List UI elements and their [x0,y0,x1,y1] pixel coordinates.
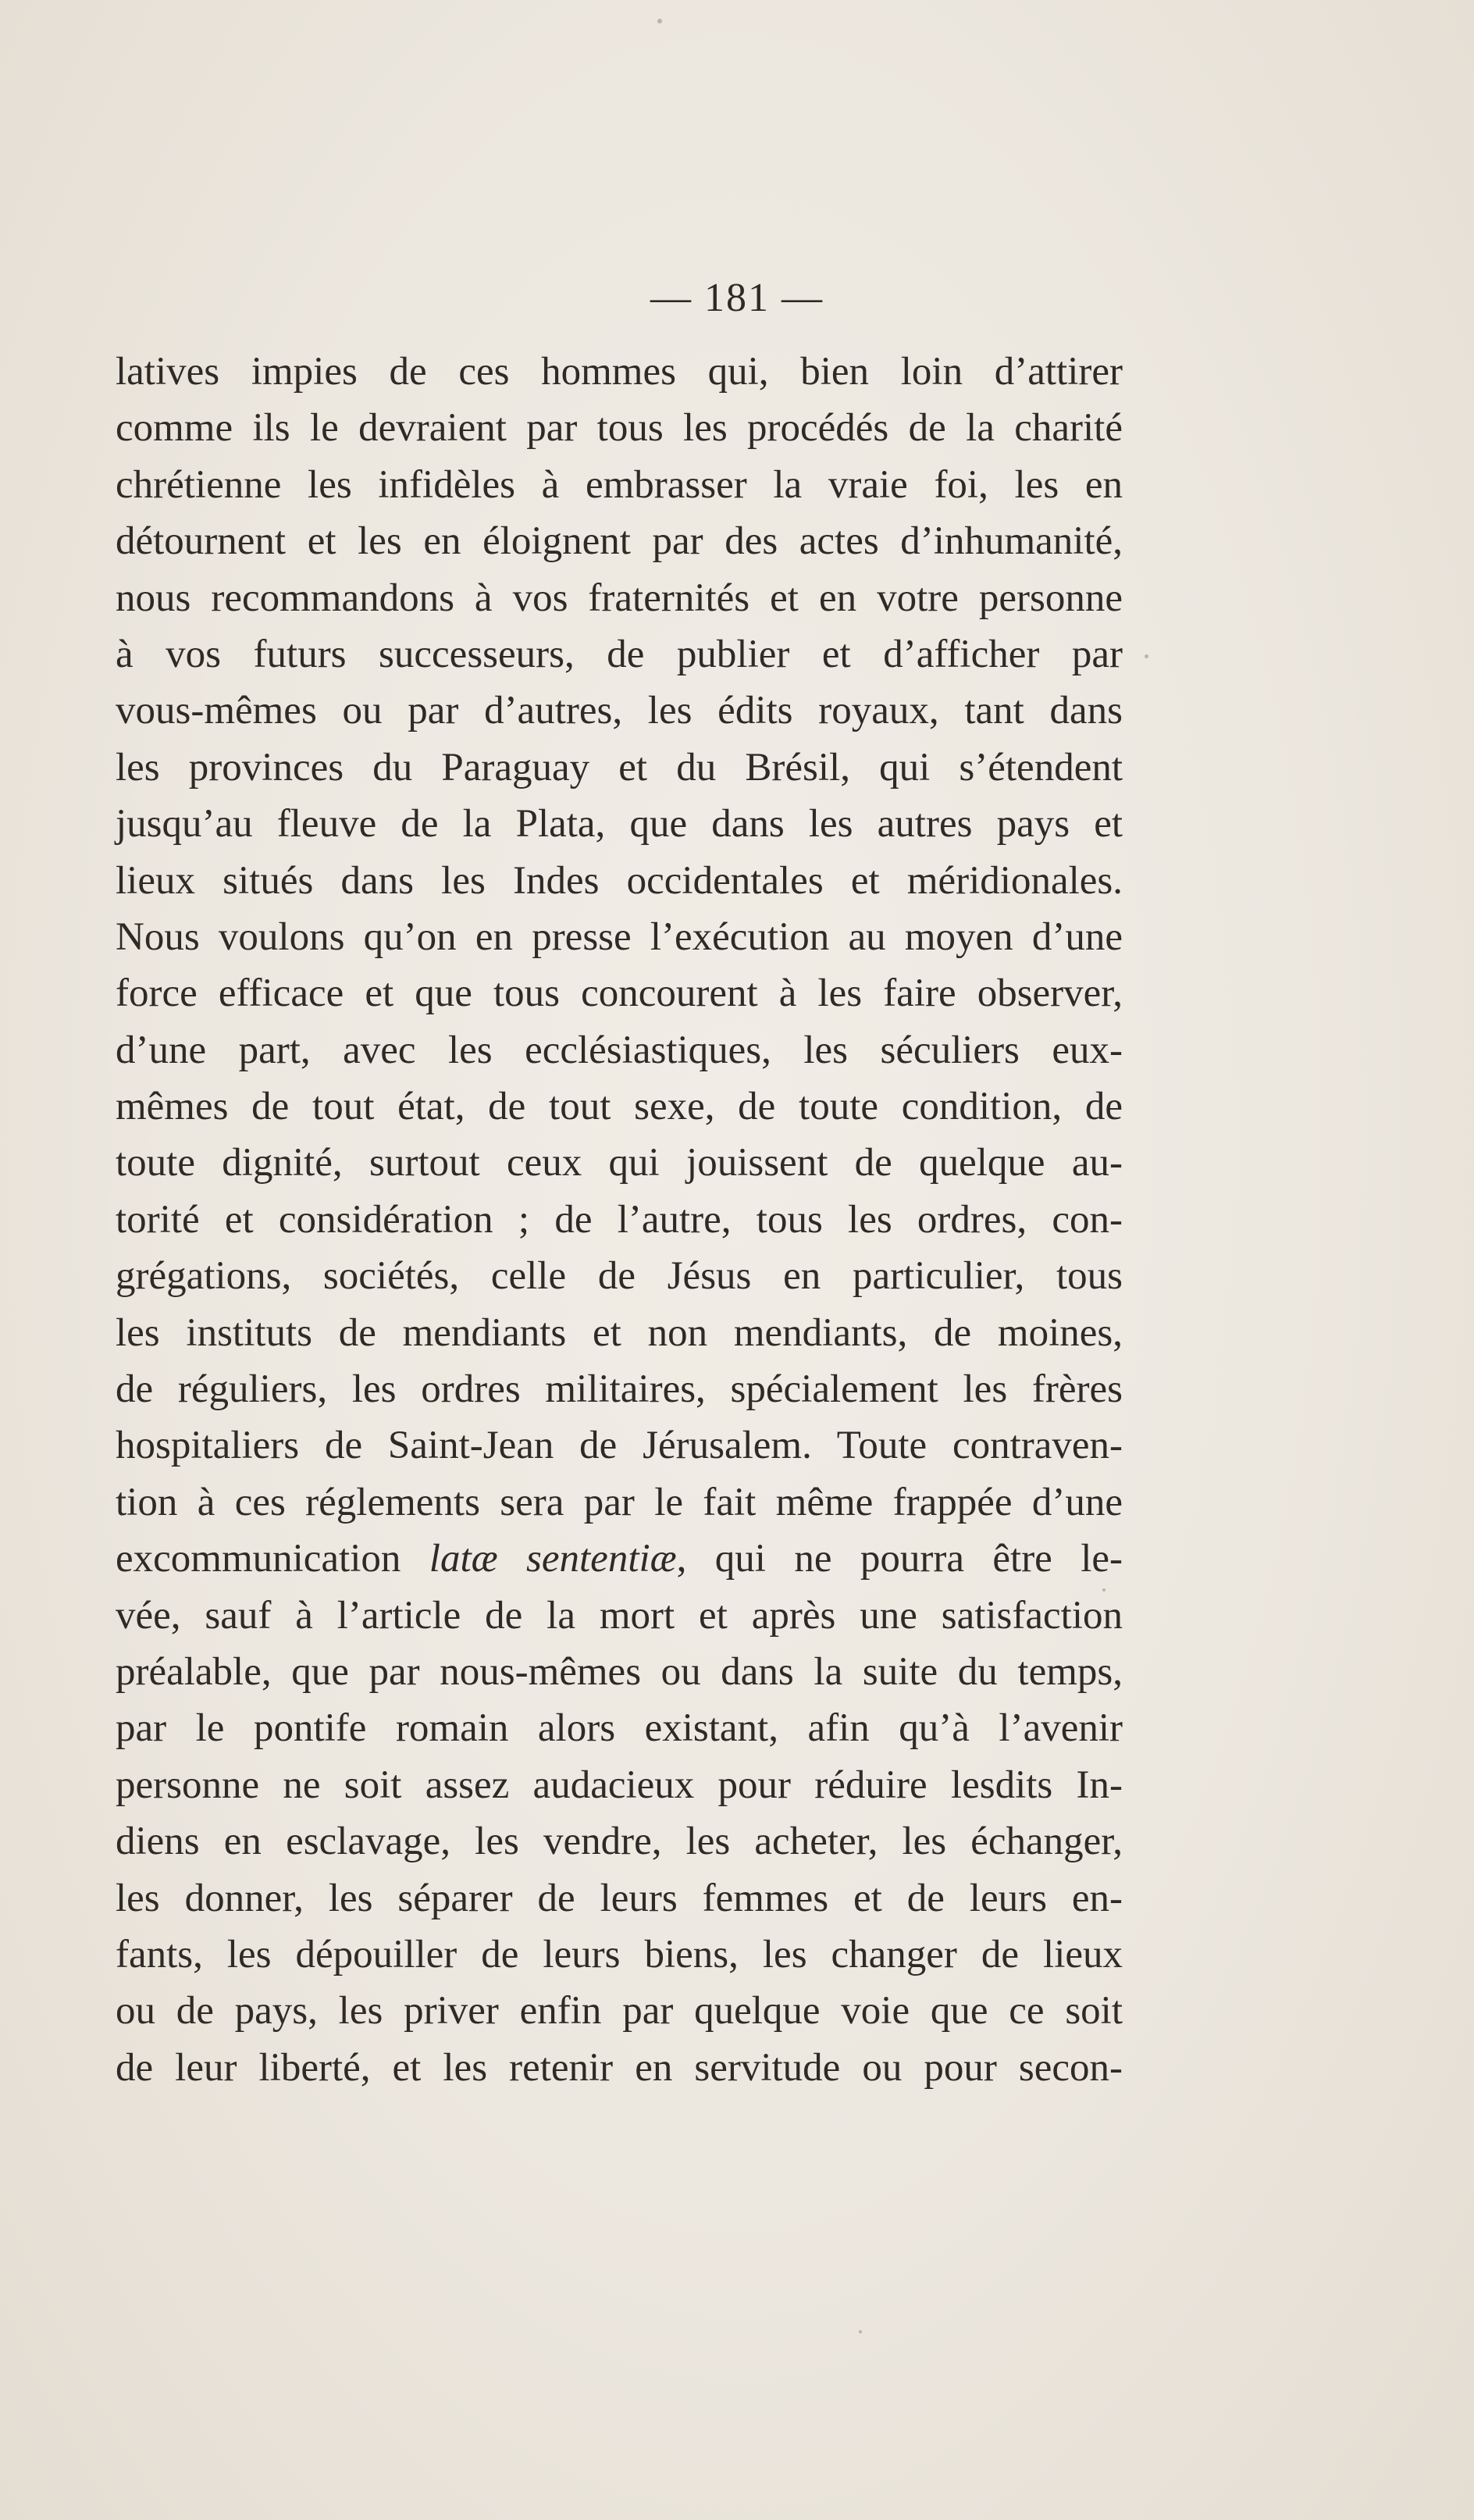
text-line: jusqu’au fleuve de la Plata, que dans les autres pays et [116,802,1123,847]
text-line: hospitaliers de Saint-Jean de Jérusalem. Toute contraven- [116,1424,1123,1468]
text-line: diens en esclavage, les vendre, les acheter, les échanger, [116,1820,1123,1864]
text-line: chrétienne les infidèles à embrasser la vraie foi, les en [116,462,1123,507]
text-line: Nous voulons qu’on en presse l’exécution au moyen d’une [116,914,1123,959]
text-segment: excommunication [116,1537,429,1581]
text-line: ou de pays, les priver enfin par quelque voie que ce soit [116,1989,1123,2033]
italic-latin-phrase: latæ sententiæ [429,1537,677,1581]
text-line: lieux situés dans les Indes occidentales et méridionales. [116,858,1123,903]
text-line: fants, les dépouiller de leurs biens, les changer de lieux [116,1932,1123,1976]
text-line: force efficace et que tous concourent à les faire observer, [116,971,1123,1016]
text-line: détournent et les en éloignent par des actes d’inhumanité, [116,519,1123,564]
text-line-with-italic [116,1531,1123,1587]
text-line: préalable, que par nous-mêmes ou dans la suite du temps, [116,1649,1123,1694]
text-line: d’une part, avec les ecclésiastiques, les séculiers eux- [116,1028,1123,1072]
text-line: les donner, les séparer de leurs femmes et de leurs en- [116,1876,1123,1920]
text-line: à vos futurs successeurs, de publier et d’afficher par [116,632,1123,676]
page-number: — 181 — [650,276,824,320]
paper-speck [1145,654,1148,658]
text-line: tion à ces réglements sera par le fait même frappée d’une [116,1480,1123,1524]
text-line: les instituts de mendiants et non mendiants, de moines, [116,1310,1123,1355]
text-line: nous recommandons à vos fraternités et en votre personne [116,576,1123,620]
text-line: toute dignité, surtout ceux qui jouissent de quelque au- [116,1141,1123,1185]
paper-speck [657,19,662,23]
text-line: comme ils le devraient par tous les procédés de la charité [116,406,1123,451]
text-line: les provinces du Paraguay et du Brésil, qui s’étendent [116,745,1123,790]
text-segment: , qui ne pourra être le- [676,1537,1123,1581]
text-line: par le pontife romain alors existant, afin qu’à l’avenir [116,1706,1123,1751]
text-line: personne ne soit assez audacieux pour réduire lesdits In- [116,1763,1123,1807]
text-line: latives impies de ces hommes qui, bien loin d’attirer [116,350,1123,394]
paper-speck [859,2330,862,2333]
body-text [116,344,1123,2096]
text-line: de leur liberté, et les retenir en servitude ou pour secon- [116,2045,1123,2090]
text-line: grégations, sociétés, celle de Jésus en particulier, tous [116,1254,1123,1299]
text-line: vée, sauf à l’article de la mort et après une satisfaction [116,1593,1123,1638]
text-line: vous-mêmes ou par d’autres, les édits royaux, tant dans [116,689,1123,733]
text-line: torité et considération ; de l’autre, tous les ordres, con- [116,1197,1123,1242]
text-line: de réguliers, les ordres militaires, spécialement les frères [116,1367,1123,1412]
text-line: mêmes de tout état, de tout sexe, de toute condition, de [116,1085,1123,1129]
